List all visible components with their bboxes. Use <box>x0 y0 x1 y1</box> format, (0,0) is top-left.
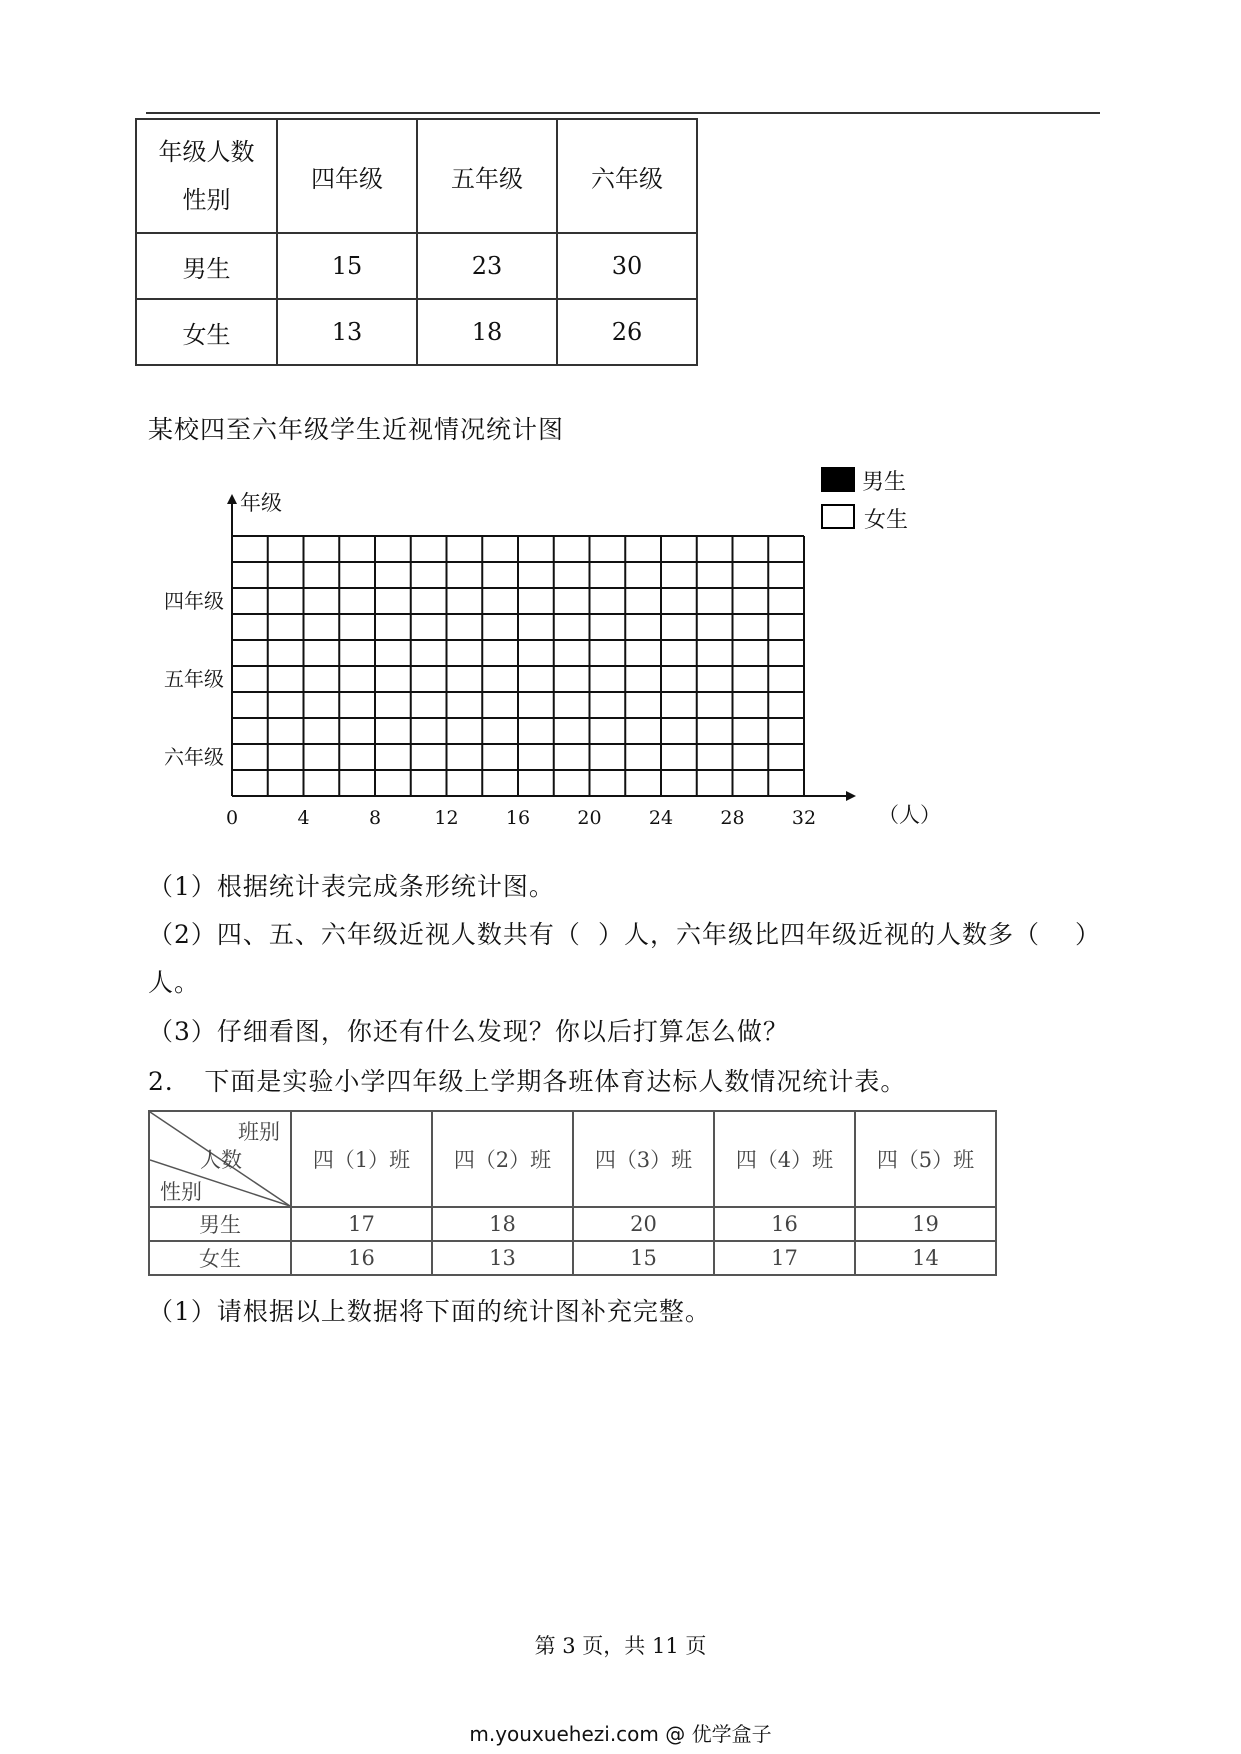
y-axis-arrow <box>227 494 237 504</box>
x-tick-label: 32 <box>791 807 817 829</box>
table1-header-cell <box>136 119 277 233</box>
table2-cell: 14 <box>855 1241 996 1275</box>
table1-cell: 23 <box>417 233 557 299</box>
table2-col-header: 四（2）班 <box>432 1111 573 1207</box>
table2-col-header: 四（4）班 <box>714 1111 855 1207</box>
x-axis-unit: （人） <box>878 803 941 827</box>
chart-axes <box>227 494 856 801</box>
table2-cell: 16 <box>291 1241 432 1275</box>
table2-cell: 13 <box>432 1241 573 1275</box>
chart-ticks <box>226 807 816 829</box>
table1-row-label: 女生 <box>136 299 277 365</box>
problem-2-question-1: （1）请根据以上数据将下面的统计图补充完整。 <box>148 1297 711 1326</box>
table1-cell: 26 <box>557 299 697 365</box>
x-tick-label: 28 <box>720 807 745 829</box>
table2-col-header: 四（5）班 <box>855 1111 996 1207</box>
table2-cell: 15 <box>573 1241 714 1275</box>
chart-legend <box>822 468 908 533</box>
x-tick-label: 4 <box>297 807 310 829</box>
myopia-table <box>135 118 698 366</box>
top-rule <box>146 112 1100 114</box>
table1-col-header: 六年级 <box>557 119 697 233</box>
page-number: 第 3 页，共 11 页 <box>534 1634 707 1658</box>
table1-row-label: 男生 <box>136 233 277 299</box>
x-axis-arrow <box>846 791 856 801</box>
table1-cell: 13 <box>277 299 417 365</box>
x-tick-label: 0 <box>225 807 239 829</box>
table1-header-top: 年级人数 <box>158 138 255 166</box>
question-1: （1）根据统计表完成条形统计图。 <box>148 872 555 901</box>
table2-cell: 19 <box>855 1207 996 1241</box>
category-label: 五年级 <box>164 667 224 691</box>
table2-diag-top: 班别 <box>238 1120 280 1144</box>
category-label: 四年级 <box>164 589 224 613</box>
legend-label-girls: 女生 <box>864 508 909 533</box>
x-tick-label: 20 <box>577 807 602 829</box>
table2-diagonal-header <box>149 1111 291 1207</box>
question-2-part-a: （2）四、五、六年级近视人数共有（ <box>148 920 581 949</box>
table1-cell: 18 <box>417 299 557 365</box>
legend-swatch-boys <box>822 468 854 491</box>
x-tick-label: 8 <box>368 807 382 829</box>
x-tick-label: 16 <box>505 807 531 829</box>
table2-col-header: 四（1）班 <box>291 1111 432 1207</box>
table2-col-header: 四（3）班 <box>573 1111 714 1207</box>
table2-row-label: 男生 <box>149 1207 291 1241</box>
legend-label-boys: 男生 <box>862 470 907 495</box>
table1-cell: 15 <box>277 233 417 299</box>
x-tick-label: 24 <box>648 807 674 829</box>
table1-cell: 30 <box>557 233 697 299</box>
table2-cell: 17 <box>291 1207 432 1241</box>
x-tick-label: 12 <box>434 807 459 829</box>
question-2-part-d: 人。 <box>148 968 201 997</box>
table1-header-bottom: 性别 <box>182 186 231 214</box>
site-watermark: m.youxuehezi.com @ 优学盒子 <box>469 1722 772 1746</box>
chart-title: 某校四至六年级学生近视情况统计图 <box>148 415 565 444</box>
problem-2-intro: 2． 下面是实验小学四年级上学期各班体育达标人数情况统计表。 <box>148 1067 907 1096</box>
question-2-part-c: ） <box>1075 920 1102 949</box>
y-axis-label: 年级 <box>240 491 282 515</box>
table1-col-header: 五年级 <box>417 119 557 233</box>
question-2-part-b: ）人，六年级比四年级近视的人数多（ <box>598 920 1041 949</box>
table1-col-header: 四年级 <box>277 119 417 233</box>
chart-categories <box>164 589 224 769</box>
table2-cell: 17 <box>714 1241 855 1275</box>
table2-cell: 18 <box>432 1207 573 1241</box>
chart-grid <box>232 536 804 796</box>
question-3: （3）仔细看图，你还有什么发现？你以后打算怎么做？ <box>148 1017 789 1046</box>
table2-diag-bottom: 性别 <box>160 1180 202 1204</box>
category-label: 六年级 <box>164 745 224 769</box>
pe-table <box>148 1110 997 1276</box>
table2-cell: 20 <box>573 1207 714 1241</box>
myopia-bar-chart <box>150 460 950 850</box>
table2-cell: 16 <box>714 1207 855 1241</box>
table2-diag-mid: 人数 <box>200 1148 242 1172</box>
legend-swatch-girls <box>822 505 854 528</box>
table2-row-label: 女生 <box>149 1241 291 1275</box>
